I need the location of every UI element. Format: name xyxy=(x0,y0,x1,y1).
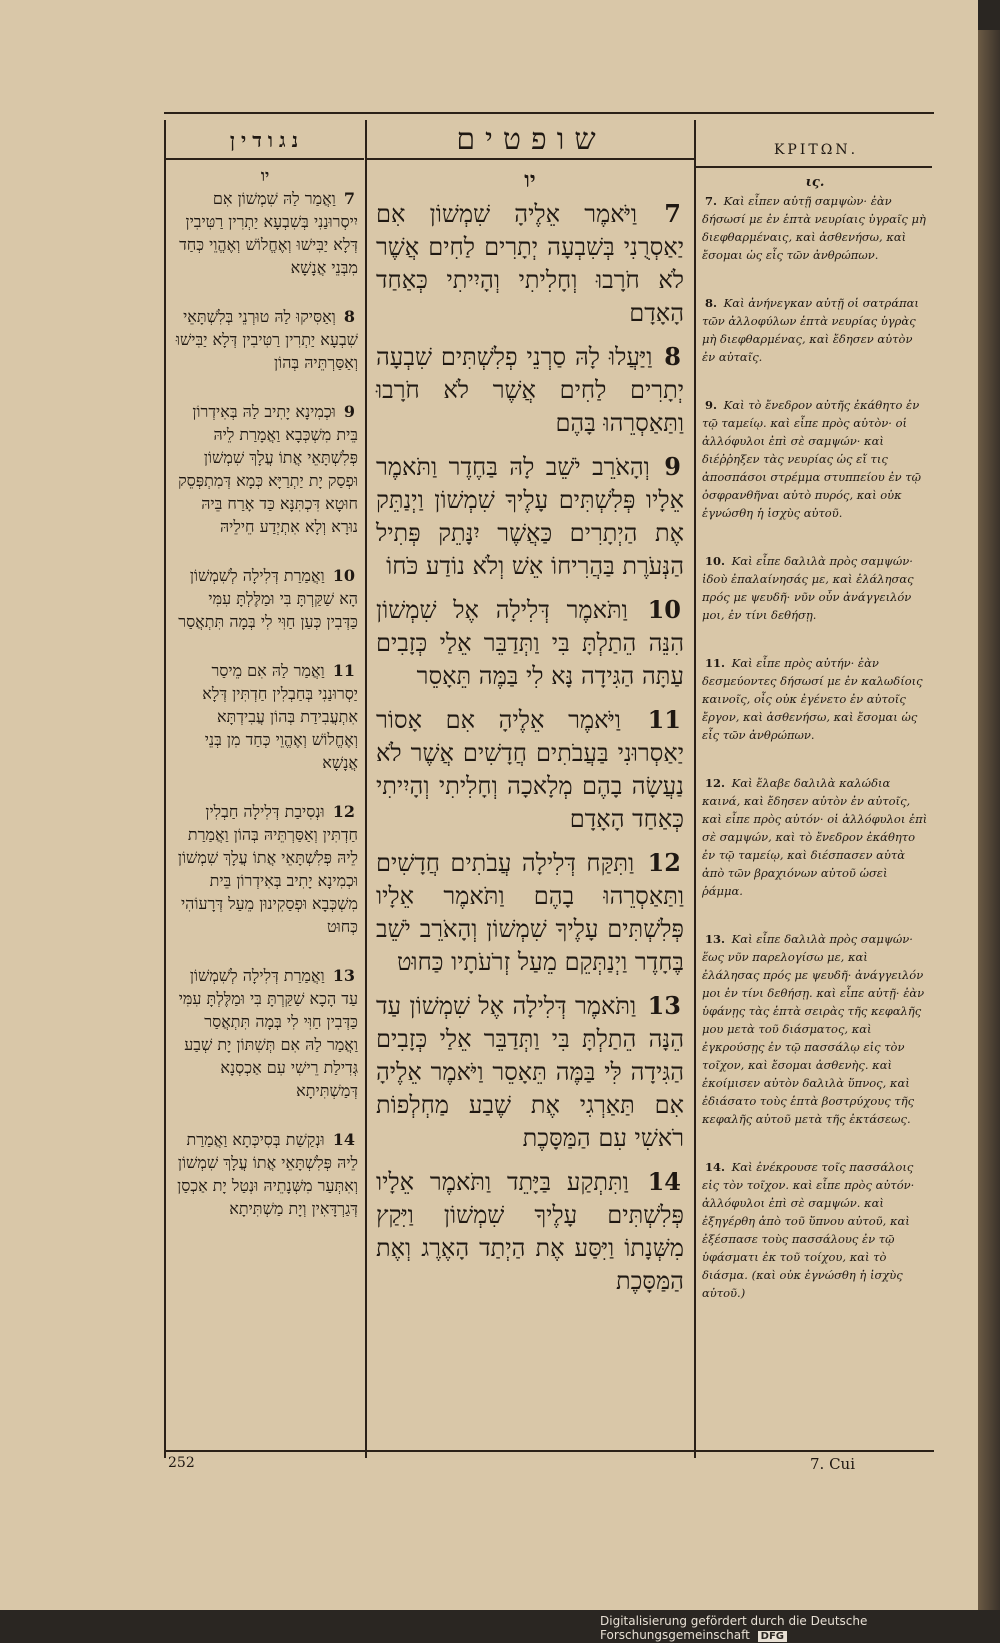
verse-text: וַיַּעֲלוּ לָהּ סַרְנֵי פְלִשְׁתִּים שִׁבְעָה יְתָרִים לַחִים אֲשֶׁר לֹא חֹרָבוּ וַתַּאַסְרֵהוּ בָּהֶם xyxy=(376,343,684,437)
chapter-number-aramaic: יו xyxy=(260,166,270,185)
verse-number: 7 xyxy=(343,189,355,208)
verse-text: וַתִּתְקַע בַּיָּתֵד וַתֹּאמֶר אֵלָיו פְּלִשְׁתִּים עָלֶיךָ שִׁמְשׁוֹן וַיִּקַץ מִשְּׁנָתוֹ וַיִּסַּע אֶת הַיְתַד הָאֶרֶג וְאֶת הַמַּסָּכֶת xyxy=(376,1168,684,1295)
verse-number: 8 xyxy=(664,342,681,371)
verse-text: וַתֹּאמֶר דְּלִילָה אֶל שִׁמְשׁוֹן עַד הֵנָּה הֵתַלְתָּ בִּי וַתְּדַבֵּר אֵלַי כְּזָבִים הַגִּידָה לִּי בַּמֶּה תֵּאָסֵר וַיֹּאמֶר אֵלֶיהָ אִם תַּאַרְגִי אֶת שֶׁבַע מַחְלְפוֹת רֹאשִׁי עִם הַמַּסָּכֶת xyxy=(376,992,684,1152)
verse-number: 14. xyxy=(705,1160,726,1174)
verse-text: וַתֹּאמֶר דְּלִילָה אֶל שִׁמְשׁוֹן הִנֵּה הֵתַלְתָּ בִּי וַתְּדַבֵּר אֵלַי כְּזָבִים עַתָּה הַגִּידָה נָּא לִי בַּמֶּה תֵּאָסֵר xyxy=(376,596,684,690)
rule-head-aramaic xyxy=(164,158,364,160)
header-hebrew: שופטים xyxy=(456,122,606,157)
verse-text: וְהָאֹרֵב יֹשֵׁב לָהּ בַּחֶדֶר וַתֹּאמֶר אֵלָיו פְּלִשְׁתִּים עָלֶיךָ שִׁמְשׁוֹן וַיְנַתֵּק אֶת הַיְתָרִים כַּאֲשֶׁר יִנָּתֵק פְּתִיל הַנְּעֹרֶת בַּהֲרִיחוֹ אֵשׁ וְלֹא נוֹדַע כֹּחוֹ xyxy=(376,453,684,580)
verse-number: 8. xyxy=(705,296,718,310)
header-aramaic: נגודין xyxy=(229,128,305,152)
hebrew-verse xyxy=(376,593,684,693)
verse-number: 14 xyxy=(647,1167,681,1196)
verse-text: Καὶ ἀνήνεγκαν αὐτῇ οἱ σατράπαι τῶν ἀλλοφύλων ἑπτὰ νευρίας ὑγρὰς μὴ διεφθαρμένας, καὶ ἔδησεν αὐτὸν ἐν αὐταῖς. xyxy=(702,296,919,364)
digitization-credit xyxy=(600,1614,1000,1642)
verse-text: וַאֲמַר לַהּ אִם מֵיסַר יַסְרוּנַנִי בְּחַבְלִין חַדְתִּין דְּלָא אִתְעֲבִידַת בְּהוֹן עֲבִידְתָּא וְאֶחֱלוֹשׁ וְאֶהֱוֵי כְּחַד מִן בְּנֵי אֲנָשָׁא xyxy=(202,661,358,772)
header-greek: ΚΡΙΤΩΝ. xyxy=(773,142,859,158)
credit-text: Digitalisierung gefördert durch die Deutsche Forschungsgemeinschaft xyxy=(600,1614,868,1642)
hebrew-verse xyxy=(376,197,684,330)
verse-text: Καὶ εἶπε δαλιλὰ πρὸς σαμψών· ἕως νῦν παρελογίσω με, καὶ ἐλάλησας πρός με ψευδῆ· ἀνάγγειλόν μοι ἐν τίνι δεθήσῃ. καὶ εἶπε αὐτῇ· ἐὰν ὑφάνῃς τὰς ἑπτὰ σειρὰς τῆς κεφαλῆς μου μετὰ τοῦ διάσματος, καὶ ἐγκρούσῃς ἐν τῷ πασσάλῳ εἰς τὸν τοῖχον, καὶ ἔσομαι ἀσθενὴς. καὶ ἐκοίμισεν αὐτὸν δαλιλὰ ὕπνος, καὶ ἐδιάσατο τοὺς ἑπτὰ βοστρύχους τῆς κεφαλῆς αὐτοῦ μετὰ τῆς ἐκτάσεως. xyxy=(702,932,925,1126)
chapter-number-hebrew: יו xyxy=(524,167,536,193)
greek-verse xyxy=(702,552,928,624)
hebrew-verse xyxy=(376,1165,684,1298)
rule-head-hebrew xyxy=(367,158,694,160)
verse-text: וַיֹּאמֶר אֵלֶיהָ אִם אָסוֹר יַאַסְרוּנִי בַּעֲבֹתִים חֲדָשִׁים אֲשֶׁר לֹא נַעֲשָׂה בָהֶם מְלָאכָה וְחָלִיתִי וְהָיִיתִי כְּאַחַד הָאָדָם xyxy=(376,706,684,833)
greek-column xyxy=(702,174,928,1332)
verse-text: Καὶ τὸ ἔνεδρον αὐτῆς ἐκάθητο ἐν τῷ ταμείῳ. καὶ εἶπε πρὸς αὐτὸν· οἱ ἀλλόφυλοι ἐπὶ σὲ σαμψών· καὶ διέῤῥηξεν τὰς νευρίας ὡς εἴ τις ἀποσπάσοι στρέμμα στυππείου ἐν τῷ ὀσφρανθῆναι αὐτὸ πυρός, καὶ οὐκ ἐγνώσθη ἡ ἰσχὺς αὐτοῦ. xyxy=(702,398,921,520)
next-page-edge xyxy=(978,30,1000,1610)
hebrew-verse xyxy=(376,450,684,583)
verse-text: וַאֲמַרַת דְּלִילָה לְשִׁמְשׁוֹן הָא שַׁקַּרְתָּ בִּי וּמַלֶּלְתָּ עִמִּי כַּדְּבִין כְּעַן חַוִּי לִי בְּמָה תִּתְאֲסַר xyxy=(178,566,358,631)
hebrew-verse xyxy=(376,703,684,836)
verse-number: 9 xyxy=(664,452,681,481)
verse-text: Καὶ ἐνέκρουσε τοῖς πασσάλοις εἰς τὸν τοῖχον. καὶ εἶπε πρὸς αὐτόν· ἀλλόφυλοι ἐπὶ σὲ σαμψών. καὶ ἐξηγέρθη ἀπὸ τοῦ ὕπνου αὐτοῦ, καὶ ἐξέσπασε τοὺς πασσάλους ἐν τῷ ὑφάσματι ἐκ τοῦ τοίχου, καὶ τὸ διάσμα. (καὶ οὐκ ἐγνώσθη ἡ ἰσχὺς αὐτοῦ.) xyxy=(702,1160,915,1300)
page-number: 252 xyxy=(168,1455,195,1471)
aramaic-verse xyxy=(172,800,358,938)
rule-head-greek xyxy=(696,166,932,168)
verse-number: 7 xyxy=(664,199,681,228)
verse-number: 9. xyxy=(705,398,718,412)
greek-verse xyxy=(702,930,928,1128)
verse-number: 11. xyxy=(705,656,726,670)
verse-text: וְאַסִּיקוּ לַהּ טוּרְנֵי בְּלִשְׁתָּאֵי שִׁבְעָא יַתְרִין רַטִּיבִין דְּלָא יַבִּישׁוּ וְאַסַּרְתֵּיהּ בְּהוֹן xyxy=(175,307,358,372)
greek-verse xyxy=(702,192,928,264)
verse-text: וַתִּקַּח דְּלִילָה עֲבֹתִים חֲדָשִׁים וַתַּאַסְרֵהוּ בָהֶם וַתֹּאמֶר אֵלָיו פְּלִשְׁתִּים עָלֶיךָ שִׁמְשׁוֹן וְהָאֹרֵב יֹשֵׁב בֶּחָדֶר וַיְנַתְּקֵם מֵעַל זְרֹעֹתָיו כַּחוּט xyxy=(376,849,684,976)
verse-text: Καὶ εἶπεν αὐτῇ σαμψὼν· ἐὰν δήσωσί με ἐν ἑπτὰ νευρίαις ὑγραῖς μὴ διεφθαρμέναις, καὶ ἀσθενήσω, καὶ ἔσομαι ὡς εἷς τῶν ἀνθρώπων. xyxy=(702,194,926,262)
verse-text: Καὶ εἶπε πρὸς αὐτήν· ἐὰν δεσμεύοντες δήσωσί με ἐν καλωδίοις καινοῖς, οἷς οὐκ ἐγένετο ἐν αὐτοῖς ἔργον, καὶ ἀσθενήσω, καὶ ἔσομαι ὡς εἷς τῶν ἀνθρώπων. xyxy=(702,656,923,742)
hebrew-verse xyxy=(376,340,684,440)
verse-number: 10 xyxy=(332,566,355,585)
verse-text: וּכְמִינָא יָתִיב לַהּ בְּאִידְרוֹן בֵּית מִשְׁכְּבָא וַאֲמָרַת לֵיהּ פְּלִשְׁתָּאֵי אֲתוֹ עֲלָךְ שִׁמְשׁוֹן וּפְסַק יָת יַתְרַיָּא כְּמָא דְּמִתְפְּסֵק חוּטָא דִּכְתִּנָּא כַּד אָרַח בֵּיהּ נוּרָא וְלָא אִתְיְדַע חֵילֵיהּ xyxy=(178,402,358,536)
aramaic-verse xyxy=(172,964,358,1102)
verse-number: 10 xyxy=(647,595,681,624)
verse-number: 12. xyxy=(705,776,726,790)
verse-number: 14 xyxy=(332,1130,355,1149)
catchword: 7. Cui xyxy=(810,1455,856,1473)
hebrew-verse xyxy=(376,846,684,979)
aramaic-verse xyxy=(172,305,358,374)
verse-number: 11 xyxy=(332,661,355,680)
verse-number: 13. xyxy=(705,932,726,946)
verse-text: וּנְסִיבַת דְּלִילָה חַבְלִין חַדְתִּין וְאַסַּרְתֵּיהּ בְּהוֹן וַאֲמַרַת לֵיהּ פְּלִשְׁתָּאֵי אֲתוֹ עֲלָךְ שִׁמְשׁוֹן וּכְמִינָא יָתִיב בְּאִידְרוֹן בֵּית מִשְׁכְּבָא וּפְסַקִינוּן מֵעַל דְּרָעוֹהִי כְּחוּט xyxy=(177,802,358,936)
rule-hebrew-greek xyxy=(694,120,696,1458)
verse-number: 12 xyxy=(647,848,681,877)
rule-left xyxy=(164,120,166,1458)
verse-text: Καὶ ἔλαβε δαλιλὰ καλώδια καινά, καὶ ἔδησεν αὐτὸν ἐν αὐτοῖς, καὶ εἶπε πρὸς αὐτόν· οἱ ἀλλόφυλοι ἐπὶ σὲ σαμψών, καὶ τὸ ἔνεδρον ἐκάθητο ἐν τῷ ταμείῳ, καὶ διέσπασεν αὐτὰ ἀπὸ τῶν βραχιόνων αὐτοῦ ὡσεὶ ῥάμμα. xyxy=(702,776,928,898)
aramaic-column xyxy=(172,164,358,1246)
verse-text: וּנְקַשַׁת בְּסִיכְּתָא וַאֲמַרַת לֵיהּ פְּלִשְׁתָּאֵי אֲתוֹ עֲלָךְ שִׁמְשׁוֹן וְאִתְּעַר מִשְּׁנָתֵיהּ וּנְטַל יָת אַכְסַן דְּגַרְדָּאִין וְיָת מַשְׁתִּיתָא xyxy=(177,1130,358,1218)
verse-number: 13 xyxy=(647,991,681,1020)
verse-number: 8 xyxy=(343,307,355,326)
greek-verse xyxy=(702,654,928,744)
greek-verse xyxy=(702,294,928,366)
verse-text: וַאֲמַר לַהּ שִׁמְשׁוֹן אִם יִיסְרוּנַנִי בְּשִׁבְעָא יַתְרִין רַטִּיבִין דְּלָא יַבִּישׁוּ וְאֶחֱלוֹשׁ וְאֶהֱוֵי כְּחַד מִבְּנֵי אֲנָשָׁא xyxy=(179,189,358,277)
hebrew-verse xyxy=(376,989,684,1155)
verse-text: Καὶ εἶπε δαλιλὰ πρὸς σαμψών· ἰδοὺ ἐπαλαίνησάς με, καὶ ἐλάλησας πρός με ψευδῆ· νῦν οὖν ἀνάγγειλόν μοι, ἐν τίνι δεθήσῃ. xyxy=(702,554,914,622)
aramaic-verse xyxy=(172,400,358,538)
verse-text: וַאֲמַרַת דְּלִילָה לְשִׁמְשׁוֹן עַד הָכָא שַׁקַּרְתָּ בִּי וּמַלֶּלְתָּ עִמִּי כַּדְּבִין חַוִּי לִי בְּמָה תִּתְאֲסַר וַאֲמַר לַהּ אִם תְּשִׁתּוֹן יָת שְׁבַע גְּדִילַת רֵישִׁי עִם אַכְסְנָא דְּמַשְׁתִּיתָא xyxy=(178,966,358,1100)
rule-aramaic-hebrew xyxy=(365,120,367,1458)
chapter-number-greek: ις. xyxy=(805,175,825,190)
aramaic-verse xyxy=(172,187,358,279)
verse-text: וַיֹּאמֶר אֵלֶיהָ שִׁמְשׁוֹן אִם יַאַסְרֻנִי בְּשִׁבְעָה יְתָרִים לַחִים אֲשֶׁר לֹא חֹרָבוּ וְחָלִיתִי וְהָיִיתִי כְּאַחַד הָאָדָם xyxy=(376,200,684,327)
aramaic-verses xyxy=(172,187,358,1220)
hebrew-verses xyxy=(376,197,684,1298)
aramaic-verse xyxy=(172,659,358,774)
verse-number: 12 xyxy=(332,802,355,821)
verse-number: 7. xyxy=(705,194,718,208)
greek-verse xyxy=(702,1158,928,1302)
aramaic-verse xyxy=(172,564,358,633)
verse-number: 9 xyxy=(343,402,355,421)
greek-verse xyxy=(702,396,928,522)
aramaic-verse xyxy=(172,1128,358,1220)
verse-number: 11 xyxy=(647,705,681,734)
verse-number: 13 xyxy=(332,966,355,985)
dfg-logo: DFG xyxy=(758,1631,787,1642)
hebrew-column xyxy=(376,164,684,1308)
rule-bottom xyxy=(164,1450,934,1452)
verse-number: 10. xyxy=(705,554,726,568)
greek-verse xyxy=(702,774,928,900)
greek-verses xyxy=(702,192,928,1302)
